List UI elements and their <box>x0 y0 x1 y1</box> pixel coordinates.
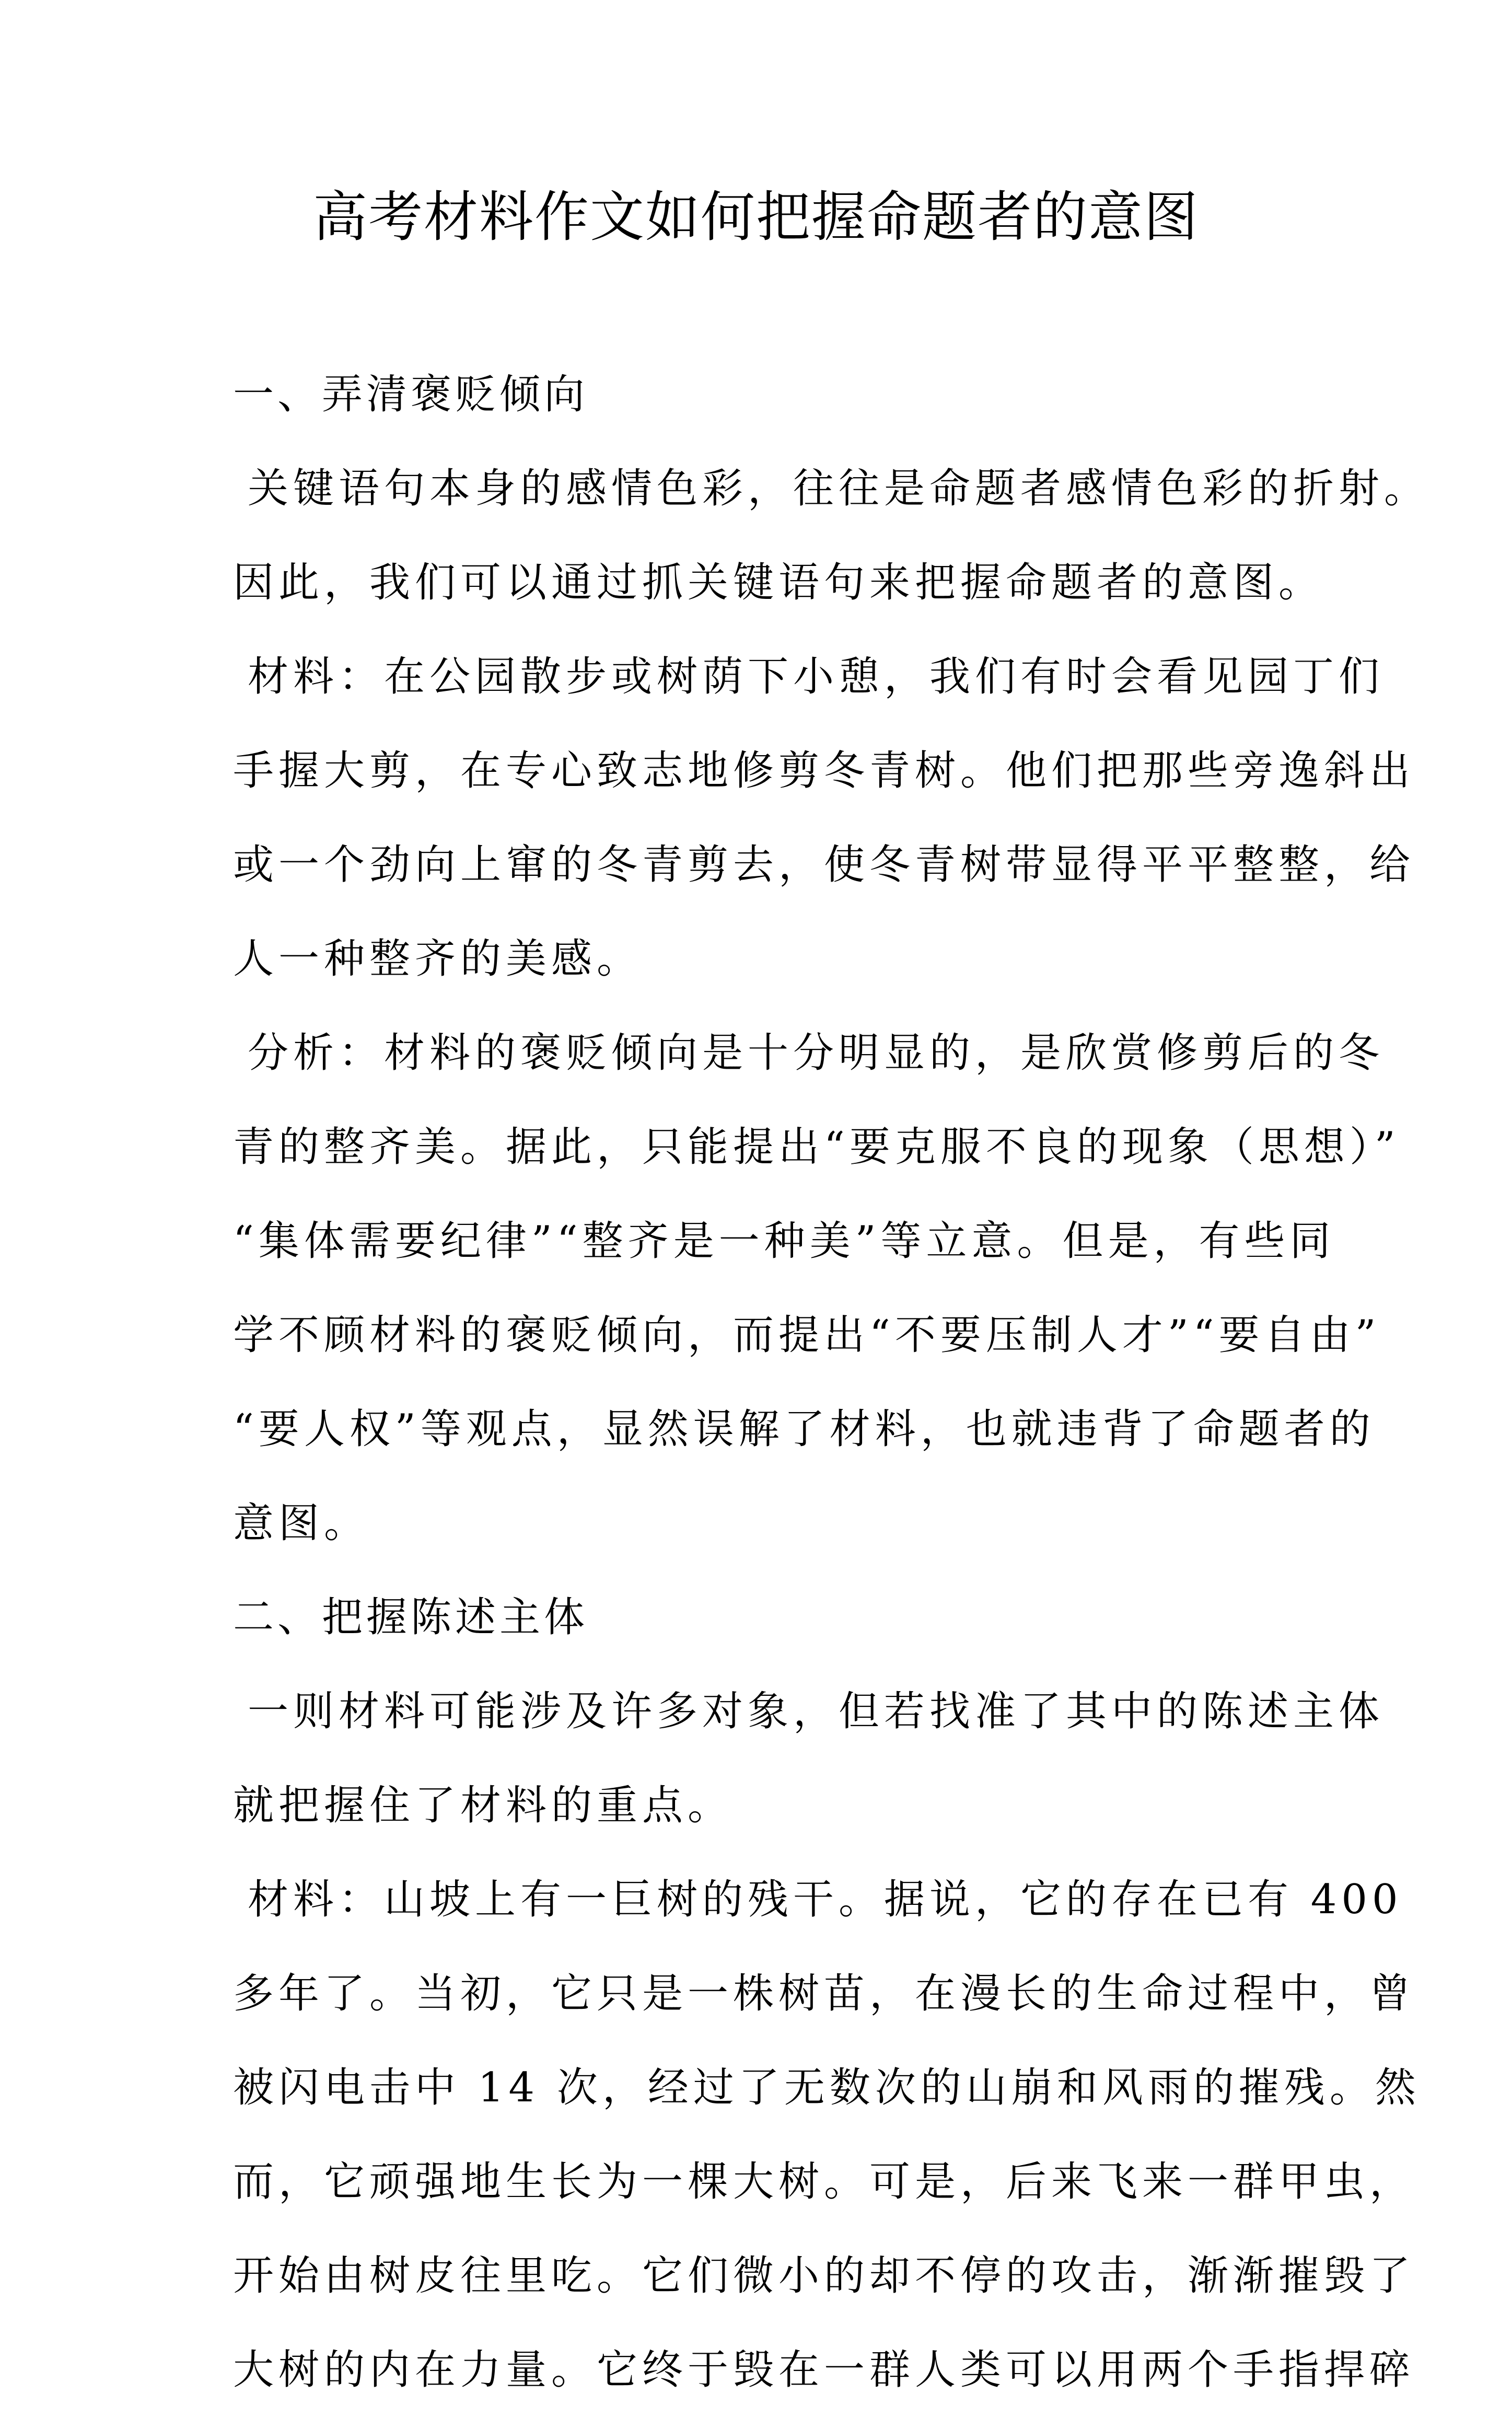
paragraph-line: 材料：在公园散步或树荫下小憩，我们有时会看见园丁们 <box>248 653 1385 700</box>
paragraph-line: 多年了。当初，它只是一株树苗，在漫长的生命过程中，曾 <box>233 1970 1415 2017</box>
paragraph-line: 而，它顽强地生长为一棵大树。可是，后来飞来一群甲虫， <box>233 2158 1415 2205</box>
paragraph-line: 意图。 <box>233 1500 370 1547</box>
paragraph-line: 分析：材料的褒贬倾向是十分明显的，是欣赏修剪后的冬 <box>248 1030 1385 1077</box>
paragraph-line: “要人权”等观点，显然误解了材料，也就违背了命题者的 <box>233 1406 1375 1453</box>
paragraph-line: 材料：山坡上有一巨树的残干。据说，它的存在已有 400 <box>248 1876 1403 1923</box>
document-body <box>233 348 1430 2417</box>
paragraph-line: 开始由树皮往里吃。它们微小的却不停的攻击，渐渐摧毁了 <box>233 2252 1415 2299</box>
paragraph-line: “集体需要纪律”“整齐是一种美”等立意。但是，有些同 <box>233 1218 1335 1265</box>
paragraph-line: 大树的内在力量。它终于毁在一群人类可以用两个手指捍碎 <box>233 2346 1415 2393</box>
paragraph-line: 青的整齐美。据此，只能提出“要克服不良的现象（思想）” <box>233 1124 1400 1171</box>
paragraph-line: 手握大剪，在专心致志地修剪冬青树。他们把那些旁逸斜出 <box>233 747 1415 794</box>
section-heading: 一、弄清褒贬倾向 <box>233 371 589 418</box>
paragraph-line: 或一个劲向上窜的冬青剪去，使冬青树带显得平平整整，给 <box>233 841 1415 888</box>
paragraph-line: 学不顾材料的褒贬倾向，而提出“不要压制人才”“要自由” <box>233 1312 1381 1359</box>
document-title: 高考材料作文如何把握命题者的意图 <box>312 185 1199 249</box>
paragraph-line: 被闪电击中 14 次，经过了无数次的山崩和风雨的摧残。然 <box>233 2064 1421 2111</box>
paragraph-line: 因此，我们可以通过抓关键语句来把握命题者的意图。 <box>233 559 1324 606</box>
paragraph-line: 就把握住了材料的重点。 <box>233 1782 734 1829</box>
paragraph-line: 人一种整齐的美感。 <box>233 935 643 982</box>
section-heading: 二、把握陈述主体 <box>233 1594 589 1641</box>
paragraph-line: 关键语句本身的感情色彩，往往是命题者感情色彩的折射。 <box>248 465 1430 512</box>
paragraph-line: 一则材料可能涉及许多对象，但若找准了其中的陈述主体 <box>248 1688 1385 1735</box>
